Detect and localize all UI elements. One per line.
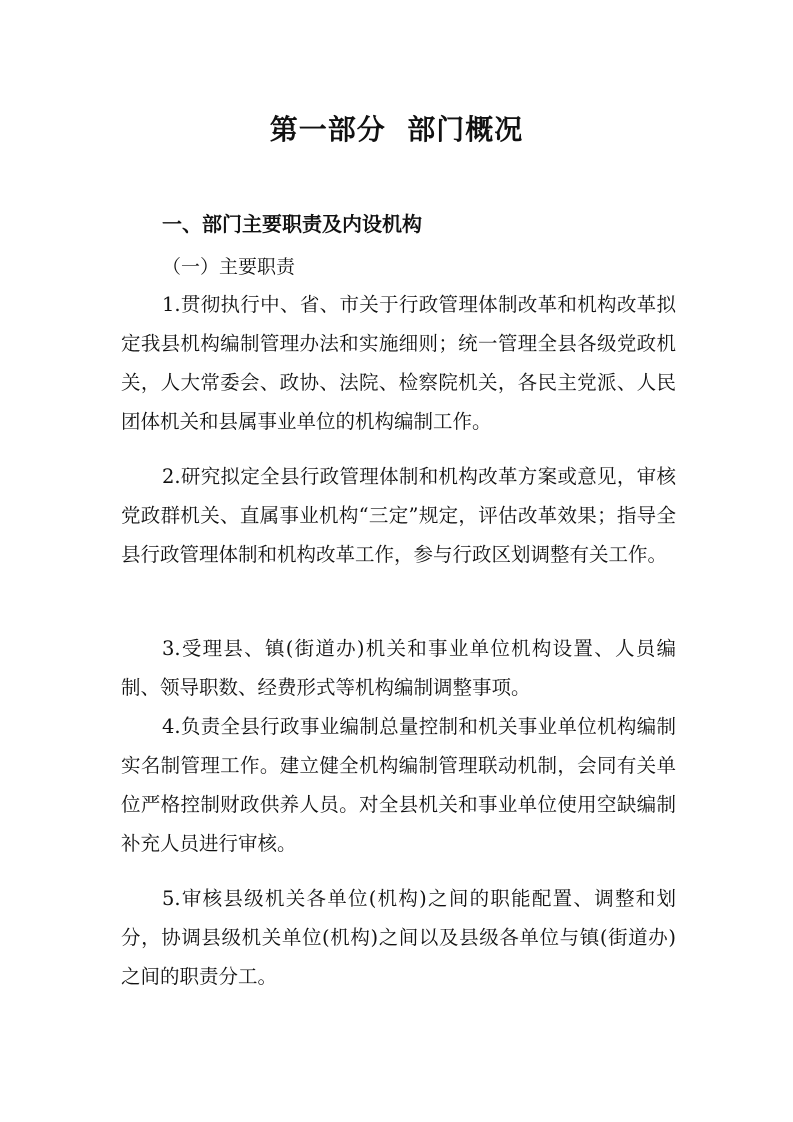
subsection-heading: （一）主要职责: [162, 256, 296, 278]
paragraph-2: 2.研究拟定全县行政管理体制和机构改革方案或意见，审核党政群机关、直属事业机构“三定”规定，评估改革效果；指导全县行政管理体制和机构改革工作，参与行政区划调整有关工作。: [121, 465, 676, 566]
paragraph-3: 3.受理县、镇(街道办)机关和事业单位机构设置、人员编制、领导职数、经费形式等机构编制调整事项。: [121, 637, 676, 699]
paragraph-1: 1.贯彻执行中、省、市关于行政管理体制改革和机构改革拟定我县机构编制管理办法和实施细则；统一管理全县各级党政机关，人大常委会、政协、法院、检察院机关，各民主党派、人民团体机关和县属事业单位的机构编制工作。: [121, 293, 676, 433]
section-heading: 一、部门主要职责及内设机构: [162, 212, 422, 236]
page-title: 第一部分 部门概况: [269, 113, 524, 146]
paragraph-5: 5.审核县级机关各单位(机构)之间的职能配置、调整和划分，协调县级机关单位(机构)之间以及县级各单位与镇(街道办)之间的职责分工。: [121, 887, 676, 988]
paragraph-4: 4.负责全县行政事业编制总量控制和机关事业单位机构编制实名制管理工作。建立健全机构编制管理联动机制，会同有关单位严格控制财政供养人员。对全县机关和事业单位使用空缺编制补充人员进行审核。: [121, 715, 676, 855]
